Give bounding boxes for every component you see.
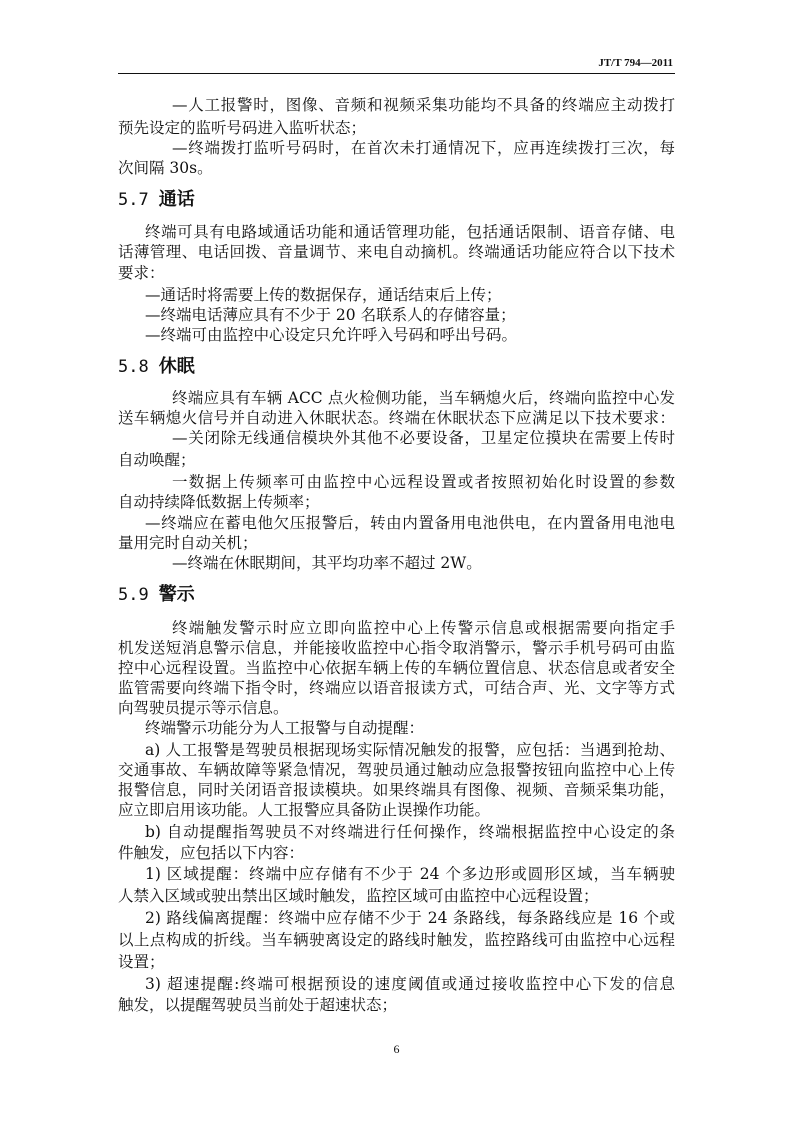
section-heading-5-9 xyxy=(118,583,195,607)
text-line: 次间隔 30s。 xyxy=(118,159,213,177)
text-line: b) 自动提醒指驾驶员不对终端进行任何操作，终端根据监控中心设定的条 xyxy=(145,823,675,841)
text-line: 向驾驶员提示等示信息。 xyxy=(118,699,289,717)
text-line: 自动唤醒； xyxy=(118,451,196,469)
section-title: 休眠 xyxy=(158,356,195,377)
text-line: —终端应在蓄电他欠压报警后，转由内置备用电池供电，在内置备用电池电 xyxy=(145,514,675,532)
section-title: 警示 xyxy=(158,584,195,605)
text-line: 自动持续降低数据上传频率； xyxy=(118,493,320,511)
text-line: —终端可由监控中心设定只允许呼入号码和呼出号码。 xyxy=(145,326,518,344)
text-line: 交通事故、车辆故障等紧急情况，驾驶员通过触动应急报警按钮向监控中心上传 xyxy=(118,761,675,779)
text-line: 终端可具有电路域通话功能和通话管理功能，包括通话限制、语音存储、电 xyxy=(145,223,675,241)
text-line: 终端应具有车辆 ACC 点火检侧功能，当车辆熄火后，终端向监控中心发 xyxy=(172,389,675,407)
text-line: 人禁入区域或驶出禁出区域时触发，监控区域可由监控中心远程设置； xyxy=(118,887,599,905)
section-heading-5-8 xyxy=(118,355,195,379)
text-line: —终端电话薄应具有不少于 20 名联系人的存储容量； xyxy=(145,306,516,324)
text-line: 3) 超速提醒:终端可根据预设的速度阈值或通过接收监控中心下发的信息 xyxy=(145,975,675,993)
text-line: 控中心远程设置。当监控中心依据车辆上传的车辆位置信息、状态信息或者安全 xyxy=(118,659,675,677)
section-number: 5.8 xyxy=(118,357,149,377)
text-line: 监管需要向终端下指令时，终端应以语音报读方式，可结合声、光、文字等方式 xyxy=(118,679,675,697)
text-line: —通话时将需要上传的数据保存，通话结束后上传； xyxy=(145,286,502,304)
text-line: 以上点构成的折线。当车辆驶离设定的路线时触发，监控路线可由监控中心远程 xyxy=(118,931,675,949)
section-number: 5.9 xyxy=(118,585,149,605)
text-line: 报警信息，同时关闭语音报读模块。如果终端具有图像、视频、音频采集功能， xyxy=(118,781,675,799)
text-line: 预先设定的监听号码进入监听状态； xyxy=(118,119,367,137)
text-line: 1) 区域提醒：终端中应存储有不少于 24 个多边形或圆形区域，当车辆驶 xyxy=(145,865,675,883)
section-number: 5.7 xyxy=(118,190,149,210)
text-line: 要求： xyxy=(118,264,165,282)
text-line: 2) 路线偏离提醒：终端中应存储不少于 24 条路线，每条路线应是 16 个或 xyxy=(145,909,675,927)
text-line: 终端警示功能分为人工报警与自动提醒： xyxy=(145,719,425,737)
text-line: 终端触发警示时应立即向监控中心上传警示信息或根据需要向指定手 xyxy=(172,619,675,637)
text-line: 一数据上传频率可由监控中心远程设置或者按照初始化时设置的参数 xyxy=(172,473,675,491)
text-line: —终端在休眠期间，其平均功率不超过 2W。 xyxy=(172,554,482,572)
section-heading-5-7 xyxy=(118,188,195,212)
document-code-header: JT/T 794—2011 xyxy=(598,57,673,69)
header-rule xyxy=(118,73,675,74)
page-number: 6 xyxy=(393,1042,400,1056)
text-line: 送车辆熄火信号并自动进入休眠状态。终端在休眠状态下应满足以下技术要求： xyxy=(118,409,675,427)
text-line: —终端拨打监听号码时，在首次未打通情况下，应再连续拨打三次，每 xyxy=(172,139,675,157)
section-title: 通话 xyxy=(158,189,195,210)
text-line: 应立即启用该功能。人工报警应具备防止误操作功能。 xyxy=(118,801,491,819)
text-line: 设置； xyxy=(118,953,165,971)
text-line: a) 人工报警是驾驶员根据现场实际情况触发的报警，应包括：当遇到抢劫、 xyxy=(145,741,675,759)
text-line: 机发送短消息警示信息，并能接收监控中心指令取消警示，警示手机号码可由监 xyxy=(118,639,675,657)
text-line: —关闭除无线通信模块外其他不必要设备，卫星定位摸块在需要上传时 xyxy=(172,429,675,447)
text-line: 触发，以提醒驾驶员当前处于超速状态； xyxy=(118,996,398,1014)
text-line: 话薄管理、电话回拨、音量调节、来电自动摘机。终端通话功能应符合以下技术 xyxy=(118,243,675,261)
text-line: 量用完时自动关机； xyxy=(118,534,258,552)
text-line: 件触发，应包括以下内容： xyxy=(118,844,305,862)
text-line: —人工报警时，图像、音频和视频采集功能均不具备的终端应主动拨打 xyxy=(172,96,675,114)
